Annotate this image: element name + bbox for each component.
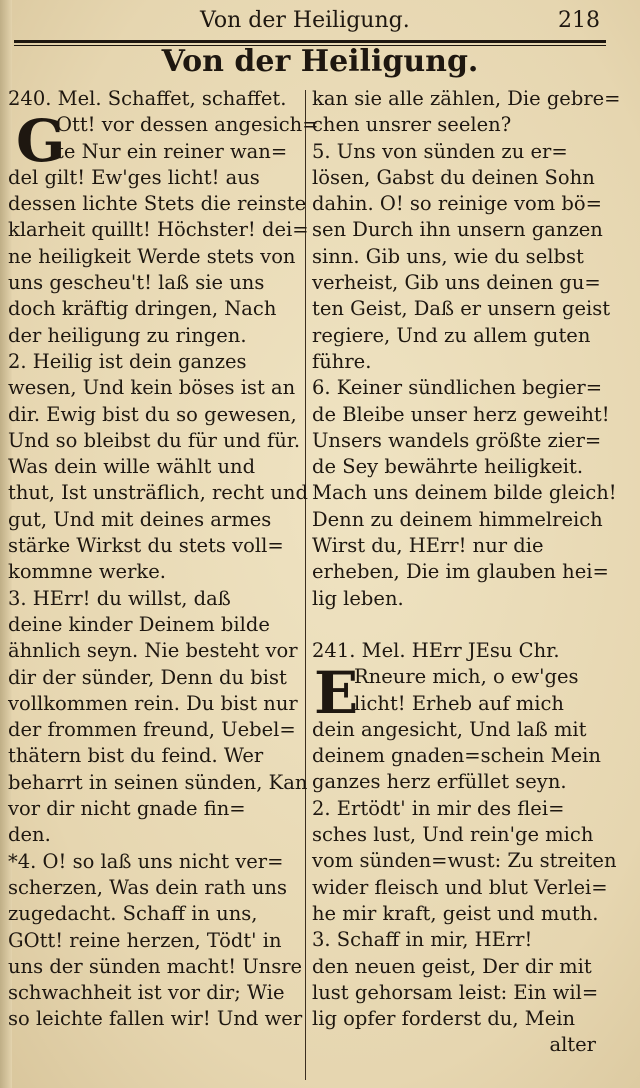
text-line: he mir kraft, geist und muth. xyxy=(312,901,599,925)
text-line: ne heiligkeit Werde stets von xyxy=(8,244,296,268)
text-line: dessen lichte Stets die reinste xyxy=(8,192,307,216)
text-line: den neuen geist, Der dir mit xyxy=(312,954,592,978)
text-line: sches lust, Und rein'ge mich xyxy=(312,823,594,847)
text-line: führe. xyxy=(312,349,372,373)
running-head xyxy=(0,4,640,40)
text-line: Und so bleibst du für und für. xyxy=(8,428,301,452)
page-number: 218 xyxy=(558,8,600,33)
text-line: zugedacht. Schaff in uns, xyxy=(8,902,258,926)
text-line: sinn. Gib uns, wie du selbst xyxy=(312,244,584,268)
text-line: 2. Ertödt' in mir des flei= xyxy=(312,796,565,820)
text-line: del gilt! Ew'ges licht! aus xyxy=(8,165,260,189)
text-line: dir der sünder, Denn du bist xyxy=(8,665,287,689)
text-line: vollkommen rein. Du bist nur xyxy=(8,691,298,715)
catchword: alter xyxy=(549,1033,596,1057)
text-line: kommne werke. xyxy=(8,560,166,584)
text-line: gut, Und mit deines armes xyxy=(8,507,272,531)
text-line: wesen, Und kein böses ist an xyxy=(8,376,296,400)
text-line: scherzen, Was dein rath uns xyxy=(8,875,287,899)
text-line: Wirst du, HErr! nur die xyxy=(312,534,544,558)
text-line: wider fleisch und blut Verlei= xyxy=(312,875,608,899)
text-line: erheben, Die im glauben hei= xyxy=(312,560,609,584)
text-line: der heiligung zu ringen. xyxy=(8,323,247,347)
text-line: uns der sünden macht! Unsre xyxy=(8,954,303,978)
text-line: thätern bist du feind. Wer xyxy=(8,744,264,768)
drop-capital: E xyxy=(314,659,359,728)
text-line: de Bleibe unser herz geweiht! xyxy=(312,402,610,426)
hymn-heading-240: 240. Mel. Schaffet, schaffet. xyxy=(8,87,287,110)
text-line: Was dein wille wählt und xyxy=(8,455,256,479)
section-title: Von der Heiligung. xyxy=(161,44,479,79)
right-column xyxy=(312,86,621,1059)
text-line: ähnlich seyn. Nie besteht vor xyxy=(8,639,298,663)
text-line: dir. Ewig bist du so gewesen, xyxy=(8,402,297,426)
text-line: kan sie alle zählen, Die gebre= xyxy=(312,87,621,110)
text-line: chen unsrer seelen? xyxy=(312,113,512,137)
text-line: vom sünden=wust: Zu streiten xyxy=(312,849,617,873)
text-line: stärke Wirkst du stets voll= xyxy=(8,534,284,558)
text-line: Unsers wandels größte zier= xyxy=(312,428,602,452)
left-column xyxy=(8,86,319,1033)
text-line: beharrt in seinen sünden, Kan xyxy=(8,770,308,794)
text-line: te Nur ein reiner wan= xyxy=(56,139,288,163)
text-line: 3. Schaff in mir, HErr! xyxy=(312,928,533,952)
text-line: licht! Erheb auf mich xyxy=(354,691,564,715)
text-line: de Sey bewährte heiligkeit. xyxy=(312,455,584,479)
text-line: deinem gnaden=schein Mein xyxy=(312,744,601,768)
text-line: der frommen freund, Uebel= xyxy=(8,718,296,742)
running-title: Von der Heiligung. xyxy=(200,8,410,33)
text-line: thut, Ist unsträflich, recht und xyxy=(8,481,308,505)
drop-capital: G xyxy=(16,107,66,176)
hymn-heading-241: 241. Mel. HErr JEsu Chr. xyxy=(312,638,560,662)
text-line: schwachheit ist vor dir; Wie xyxy=(8,981,285,1005)
text-line: lig opfer forderst du, Mein xyxy=(312,1007,576,1031)
text-line: 3. HErr! du willst, daß xyxy=(8,586,231,610)
text-line: doch kräftig dringen, Nach xyxy=(8,297,277,321)
text-line-content: Ott! vor dessen angesich= xyxy=(56,113,319,137)
stanza-gap xyxy=(312,612,608,638)
text-line: regiere, Und zu allem guten xyxy=(312,323,591,347)
text-line: 6. Keiner sündlichen begier= xyxy=(312,376,603,400)
text-line: Denn zu deinem himmelreich xyxy=(312,507,603,531)
text-line: lust gehorsam leist: Ein wil= xyxy=(312,980,599,1004)
text-line: deine kinder Deinem bilde xyxy=(8,612,270,636)
text-line: Mach uns deinem bilde gleich! xyxy=(312,481,617,505)
text-line: 2. Heilig ist dein ganzes xyxy=(8,349,247,373)
header-rule xyxy=(14,40,606,43)
text-line: verheist, Gib uns deinen gu= xyxy=(312,271,601,295)
text-line: vor dir nicht gnade fin= xyxy=(8,797,246,821)
text-line-content: Rneure mich, o ew'ges xyxy=(354,665,579,689)
text-line: sen Durch ihn unsern ganzen xyxy=(312,218,603,242)
text-line: dahin. O! so reinige vom bö= xyxy=(312,192,602,216)
text-line: 5. Uns von sünden zu er= xyxy=(312,139,568,163)
text-line: dein angesicht, Und laß mit xyxy=(312,717,587,741)
text-line: ganzes herz erfüllet seyn. xyxy=(312,770,567,794)
text-line: *4. O! so laß uns nicht ver= xyxy=(8,849,284,873)
text-line: ten Geist, Daß er unsern geist xyxy=(312,297,611,321)
text-line: den. xyxy=(8,823,51,847)
text-line: lösen, Gabst du deinen Sohn xyxy=(312,165,595,189)
text-line: uns gescheu't! laß sie uns xyxy=(8,271,265,295)
text-line: klarheit quillt! Höchster! dei= xyxy=(8,218,309,242)
text-line: GOtt! reine herzen, Tödt' in xyxy=(8,928,282,952)
text-line: so leichte fallen wir! Und wer xyxy=(8,1007,303,1031)
text-line: lig leben. xyxy=(312,586,404,610)
